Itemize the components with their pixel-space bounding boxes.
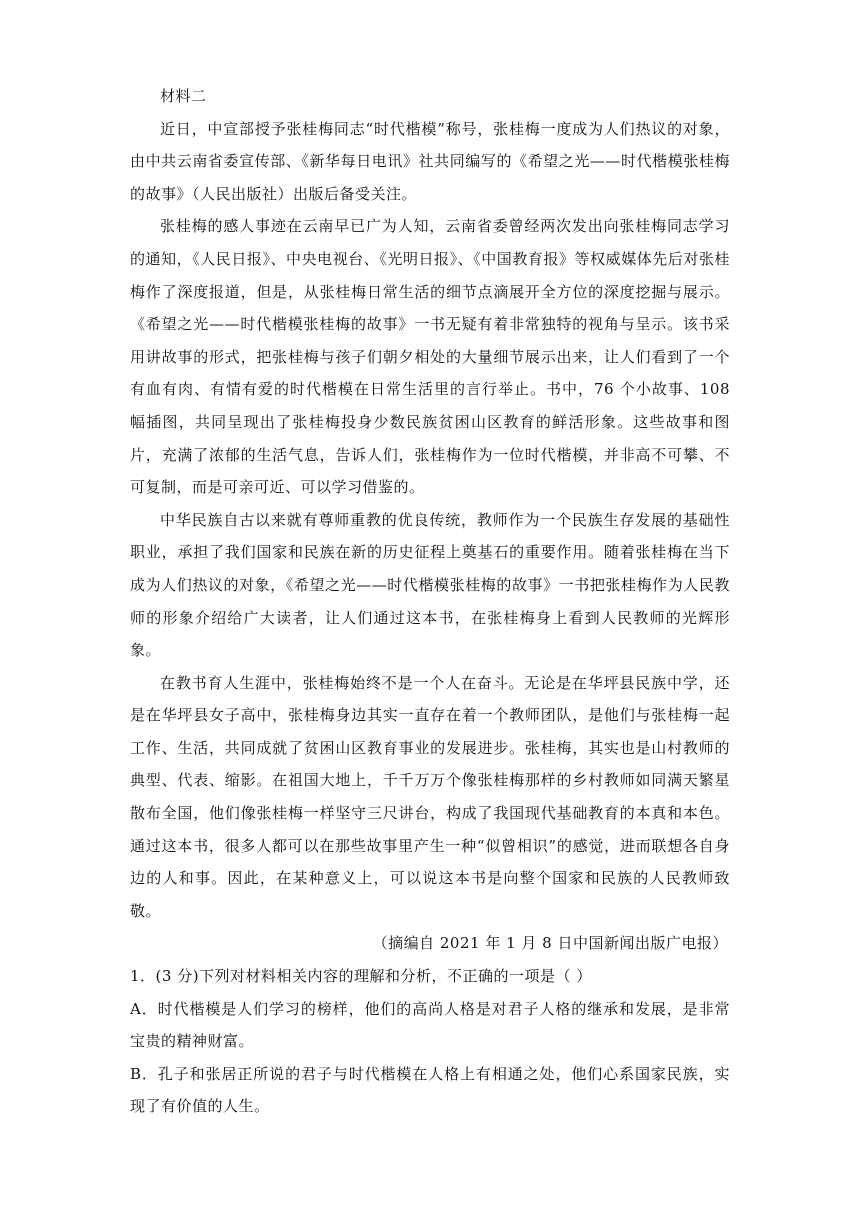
material-paragraph-2: 张桂梅的感人事迹在云南早已广为人知，云南省委曾经两次发出向张桂梅同志学习的通知，《人民日报》、中央电视台、《光明日报》、《中国教育报》等权威媒体先后对张桂梅作了深度报道，但是，从张桂梅日常生活的细节点滴展开全方位的深度挖掘与展示。《希望之光——时代楷模张桂梅的故事》一书无疑有着非常独特的视角与呈示。该书采用讲故事的形式，把张桂梅与孩子们朝夕相处的大量细节展示出来，让人们看到了一个有血有肉、有情有爱的时代楷模在日常生活里的言行举止。书中，76 个小故事、108 幅插图，共同呈现出了张桂梅投身少数民族贫困山区教育的鲜活形象。这些故事和图片，充满了浓郁的生活气息，告诉人们，张桂梅作为一位时代楷模，并非高不可攀、不可复制，而是可亲可近、可以学习借鉴的。 xyxy=(130,217,730,497)
material-paragraph-3: 中华民族自古以来就有尊师重教的优良传统，教师作为一个民族生存发展的基础性职业，承担了我们国家和民族在新的历史征程上奠基石的重要作用。随着张桂梅在当下成为人们热议的对象，《希望之光——时代楷模张桂梅的故事》一书把张桂梅作为人民教师的形象介绍给广大读者，让人们通过这本书，在张桂梅身上看到人民教师的光辉形象。 xyxy=(130,510,730,660)
question-option-a: A．时代楷模是人们学习的榜样，他们的高尚人格是对君子人格的继承和发展，是非常宝贵的精神财富。 xyxy=(130,999,730,1051)
document-body xyxy=(130,80,730,1123)
question-stem: 1．(3 分)下列对材料相关内容的理解和分析，不正确的一项是（ ） xyxy=(130,967,592,986)
material-paragraph-4: 在教书育人生涯中，张桂梅始终不是一个人在奋斗。无论是在华坪县民族中学，还是在华坪县女子高中，张桂梅身边其实一直存在着一个教师团队，是他们与张桂梅一起工作、生活，共同成就了贫困山区教育事业的发展进步。张桂梅，其实也是山村教师的典型、代表、缩影。在祖国大地上，千千万万个像张桂梅那样的乡村教师如同满天繁星散布全国，他们像张桂梅一样坚守三尺讲台，构成了我国现代基础教育的本真和本色。通过这本书，很多人都可以在那些故事里产生一种“似曾相识”的感觉，进而联想各自身边的人和事。因此，在某种意义上，可以说这本书是向整个国家和民族的人民教师致敬。 xyxy=(130,673,730,920)
question-option-b: B．孔子和张居正所说的君子与时代楷模在人格上有相通之处，他们心系国家民族，实现了有价值的人生。 xyxy=(130,1064,730,1116)
material-label: 材料二 xyxy=(160,87,207,105)
source-citation: （摘编自 2021 年 1 月 8 日中国新闻出版广电报） xyxy=(372,934,728,953)
material-paragraph-1: 近日，中宣部授予张桂梅同志“时代楷模”称号，张桂梅一度成为人们热议的对象，由中共云南省委宣传部、《新华每日电讯》社共同编写的《希望之光——时代楷模张桂梅的故事》（人民出版社）出版后备受关注。 xyxy=(130,119,730,203)
